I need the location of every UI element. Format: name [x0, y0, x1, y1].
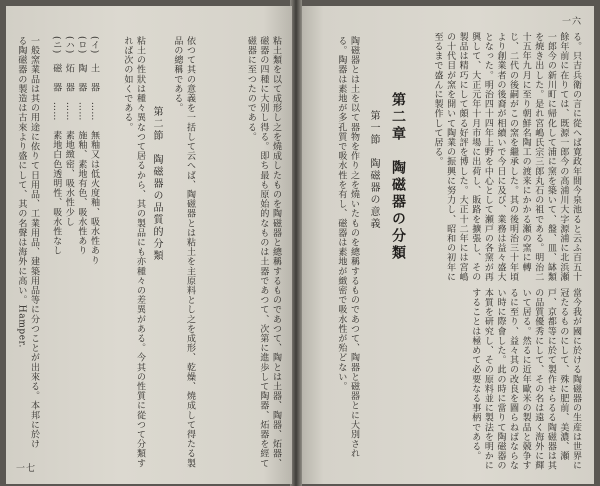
right-page-body-lower: 當今我が國に於ける陶磁器の生産は世界に冠たるものにして、殊に肥前、美濃、瀬戸、京都等に於て製作せらるる陶磁器は其の品質優秀にして、その名は遠く海外に輝いて居る。然るに近年歐米の製品と競争するに至り、益々其の改良を圖らねばならない時に際會した。此の時に當りて陶磁器の本質を研究し、その原料並に製法を明かにすることは極めて必要なる事柄である。	[470, 288, 581, 471]
left-page	[6, 6, 292, 484]
left-page-body-b: 依つて其の意義を一括して云へば、陶磁器とは粘土を主原料とし之を成形、乾燥、燒成して得たる製品の總稱である。	[172, 36, 195, 468]
left-page-body-c: 粘土の性狀は種々異なつて居るから、其の製品にも亦種々の差異がある。今其の性質に從つて分類すれば次の如くである。	[122, 36, 145, 468]
list-item: (ニ) 磁 器 …… 素地白色透明性、吸水性なし	[51, 36, 62, 256]
list-item: (ロ) 陶 器 …… 施釉、素地有色、吸水性あり	[76, 36, 87, 256]
right-page	[300, 6, 594, 484]
list-item: (ハ) 炻 器 …… 素地緻密、吸水性少し	[63, 36, 74, 227]
classification-list	[44, 36, 100, 476]
list-item: (イ) 土 器 …… 無釉又は低火度釉、吸水性あり	[89, 36, 99, 266]
section-title-2: 第二節 陶磁器の品質的分類	[151, 106, 162, 262]
right-page-body-upper: る。只吉兵衛の言に從へば寛政年間今泉池ると云ふ百五十餘年前に在りては、既源一郎今の高浦川大字源浦に北浜瀬一郎今の新川町に帰化して浦に窯を築いて、盤、皿、缽類を焼き出した。是れ宮嶋氏宗三郎丸石の祖である。明治二十五年九月に至り朝鮮名陶工の渡来にかかる瀬の窯に轉じ、二代の後嗣がこの窯を繼承した。其の後明治三十年頃より創業者の後裔が相續いで今日に及び、業務は益々盛大となった。明治四十四年上野を中心として瀬戸の各窯が再興して、大正元年十月市場に出荷し、販路を擴張し、その製品は精巧にして頗る好評を博した。大正十二年には宮嶋の十代目が窯を開いて陶業の振興に努力し、昭和の初年に至るまで盛んに製作して居る。	[432, 32, 581, 282]
left-page-number: 一七	[16, 464, 37, 474]
section-body-1: 陶磁器とは土を以て器物を作り之を燒いたものを總稱するものであつて、陶器と磁器とに大別される。陶器は素地が多孔質で吸水性を有し、磁器は素地が緻密で吸水性が殆どない。	[336, 36, 359, 459]
chapter-title: 第二章 陶磁器の分類	[390, 92, 406, 262]
left-page-body-a: 粘土類を以て成形し之を燒成したものを陶磁器と總稱するものであつて、陶とは土器、陶器、炻器、磁器の四種に大別し得る。即ち最も原始的なものは土器であつて、次第に進歩して陶器、炻器を經て磁器に至つたのである。	[245, 36, 281, 468]
right-page-number: 一六	[561, 17, 582, 27]
left-page-footnote: 一般窯業品は其の用途に依りて日用品、工業用品、建築用品等に分つことが出來る。本邦に於ける陶磁器の製造は古來より盛にして、其の名聲は海外に高い。Hamper.	[16, 36, 39, 449]
section-title-1: 第一節 陶磁器の意義	[368, 110, 379, 230]
